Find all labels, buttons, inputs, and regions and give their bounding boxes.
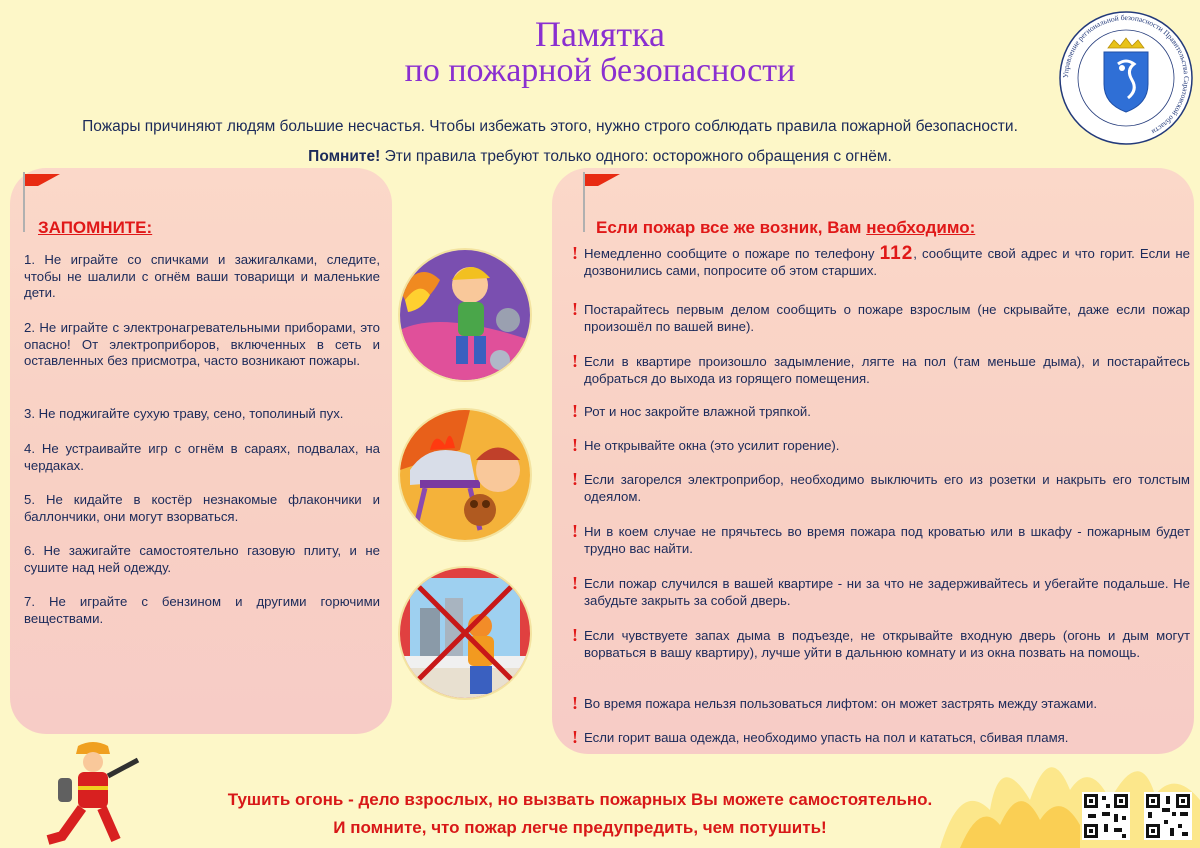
- qr-code: [1144, 792, 1192, 840]
- exclamation-icon: !: [572, 351, 578, 371]
- rule-item: 5. Не кидайте в костёр незнакомые флакончики и баллончики, они могут взорваться.: [24, 492, 380, 524]
- svg-text:Управление региональной безопа: Управление региональной безопасности Правительства Саратовской области: [1060, 12, 1192, 137]
- rule-item: 1. Не играйте со спичками и зажигалками, следите, чтобы не шалили с огнём ваши товарищи и маленькие дети.: [24, 252, 380, 300]
- exclamation-icon: !: [572, 521, 578, 541]
- remember-label: Помните!: [308, 148, 381, 165]
- exclamation-icon: !: [572, 299, 578, 319]
- action-text: Рот и нос закройте влажной тряпкой.: [584, 404, 811, 419]
- rule-item: 3. Не поджигайте сухую траву, сено, тополиный пух.: [24, 406, 344, 421]
- footer-slogan: И помните, что пожар легче предупредить, чем потушить!: [333, 818, 827, 837]
- action-text: Ни в коем случае не прячьтесь во время пожара под кроватью или в шкафу - пожарным будет трудно вас найти.: [584, 524, 1190, 556]
- actions-heading-emphasis: необходимо:: [866, 218, 976, 237]
- action-text-start: Немедленно сообщите о пожаре по телефону: [584, 246, 880, 261]
- emergency-phone-number: 112: [879, 243, 914, 264]
- action-text: Если горит ваша одежда, необходимо упасть на пол и кататься, сбивая пламя.: [584, 730, 1069, 745]
- action-text-end: , сообщите свой адрес и что горит. Если не дозвонились сами, попросите об этом старших.: [584, 246, 1190, 278]
- exclamation-icon: !: [572, 573, 578, 593]
- exclamation-icon: !: [572, 693, 578, 713]
- exclamation-icon: !: [572, 435, 578, 455]
- rules-heading: ЗАПОМНИТЕ:: [38, 218, 153, 237]
- exclamation-icon: !: [572, 401, 578, 421]
- action-text: Если загорелся электроприбор, необходимо выключить его из розетки и накрыть его толстым одеялом.: [584, 472, 1190, 504]
- rule-item: 4. Не устраивайте игр с огнём в сараях, подвалах, на чердаках.: [24, 441, 380, 473]
- page-subtitle: по пожарной безопасности: [404, 52, 796, 89]
- page-title: Памятка: [535, 14, 665, 54]
- intro-text: Пожары причиняют людям большие несчастья. Чтобы избежать этого, нужно строго соблюдать правила пожарной безопасности.: [82, 118, 1018, 135]
- remember-text: Эти правила требуют только одного: осторожного обращения с огнём.: [380, 148, 892, 165]
- footer-message: Тушить огонь - дело взрослых, но вызвать пожарных Вы можете самостоятельно.: [227, 790, 933, 809]
- exclamation-icon: !: [572, 243, 578, 263]
- action-text: Если чувствуете запах дыма в подъезде, не открывайте входную дверь (огонь и дым могут ворваться в вашу квартиру), лучше уйти в дальнюю комнату и из окна позвать на помощь.: [584, 628, 1190, 660]
- rule-item: 2. Не играйте с электронагревательными приборами, это опасно! От электроприборов, включенных в сеть и оставленных без присмотра, часто возникают пожары.: [24, 320, 380, 368]
- action-text: Не открывайте окна (это усилит горение).: [584, 438, 840, 453]
- qr-code: [1082, 792, 1130, 840]
- action-text: [584, 243, 1190, 279]
- exclamation-icon: !: [572, 727, 578, 747]
- action-text: Если пожар случился в вашей квартире - ни за что не задерживайтесь и убегайте подальше. Не забудьте закрыть за собой дверь.: [584, 576, 1190, 608]
- exclamation-icon: !: [572, 469, 578, 489]
- rule-item: 6. Не зажигайте самостоятельно газовую плиту, и не сушите над ней одежду.: [24, 543, 380, 575]
- rule-item: 7. Не играйте с бензином и другими горючими веществами.: [24, 594, 380, 626]
- action-text: Во время пожара нельзя пользоваться лифтом: он может застрять между этажами.: [584, 696, 1098, 711]
- iron-and-fire-illustration: [400, 410, 530, 540]
- actions-heading: [596, 218, 975, 238]
- child-with-matches-illustration: [400, 250, 530, 380]
- intro-remember: [0, 148, 1200, 166]
- child-at-window-illustration: [400, 568, 530, 698]
- action-text: Если в квартире произошло задымление, лягте на пол (там меньше дыма), и постарайтесь добраться до выхода из горящего помещения.: [584, 354, 1190, 386]
- exclamation-icon: !: [572, 625, 578, 645]
- action-text: Постарайтесь первым делом сообщить о пожаре взрослым (не скрывайте, даже если пожар произошёл по вашей вине).: [584, 302, 1190, 334]
- actions-heading-start: Если пожар все же возник, Вам: [596, 218, 867, 237]
